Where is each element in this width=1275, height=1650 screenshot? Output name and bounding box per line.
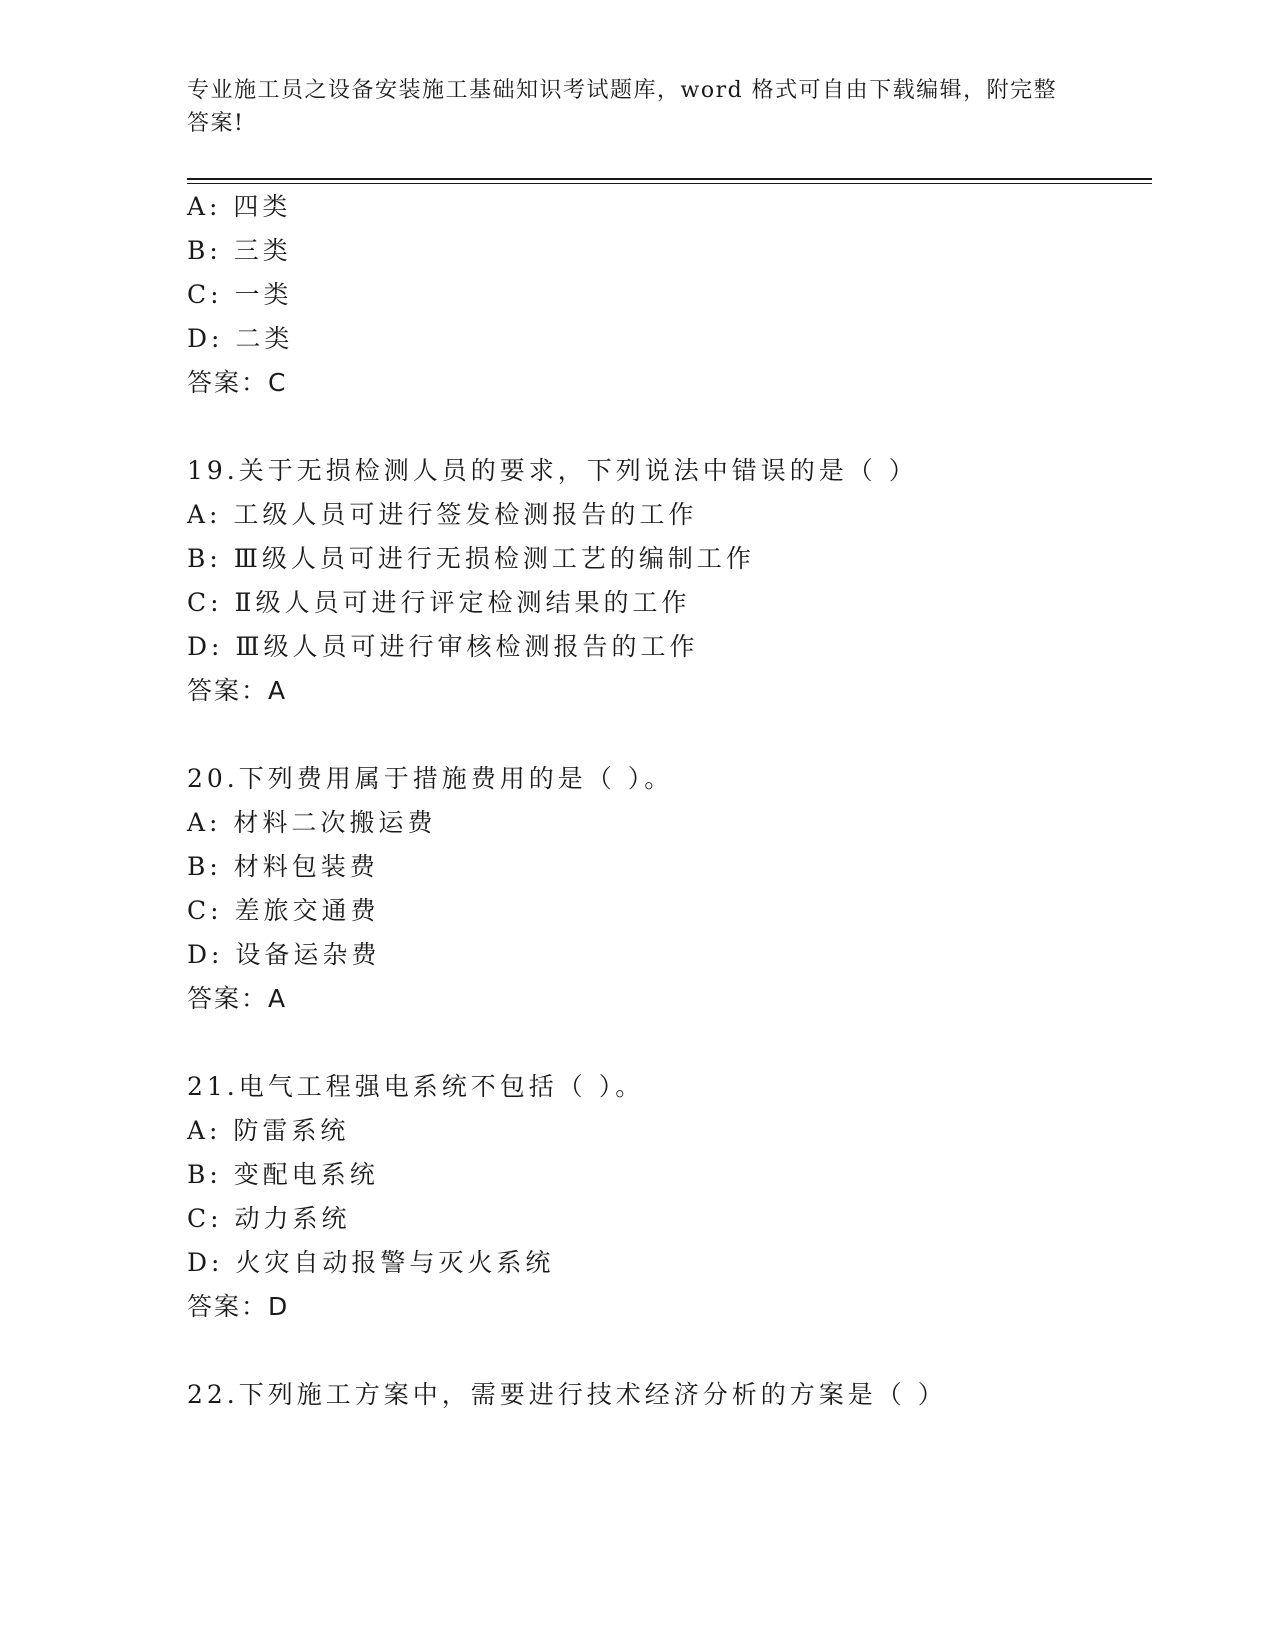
document-header: 专业施工员之设备安装施工基础知识考试题库，word 格式可自由下载编辑，附完整答案! (187, 78, 1058, 136)
q21-answer: 答案：D (187, 1292, 290, 1321)
q20-option-a: A: 材料二次搬运费 (187, 808, 437, 837)
answer: 答案：C (187, 368, 288, 397)
q20-option-b: B: 材料包装费 (187, 852, 379, 881)
question-19-stem: 19.关于无损检测人员的要求，下列说法中错误的是（ ） (187, 456, 918, 485)
q21-option-c: C: 动力系统 (187, 1204, 351, 1233)
option-b: B: 三类 (187, 236, 292, 265)
q21-option-d: D: 火灾自动报警与灭火系统 (187, 1248, 555, 1277)
question-22-stem: 22.下列施工方案中，需要进行技术经济分析的方案是（ ） (187, 1380, 947, 1409)
q19-option-c: C: Ⅱ级人员可进行评定检测结果的工作 (187, 588, 691, 617)
q20-option-c: C: 差旅交通费 (187, 896, 380, 925)
option-d: D: 二类 (187, 324, 294, 353)
question-20-stem: 20.下列费用属于措施费用的是（ ）。 (187, 764, 674, 793)
q19-option-b: B: Ⅲ级人员可进行无损检测工艺的编制工作 (187, 544, 755, 573)
option-c: C: 一类 (187, 280, 293, 309)
question-21-stem: 21.电气工程强电系统不包括（ ）。 (187, 1072, 645, 1101)
q20-option-d: D: 设备运杂费 (187, 940, 381, 969)
q21-option-a: A: 防雷系统 (187, 1116, 350, 1145)
header-rule-thin (187, 183, 1152, 184)
q20-answer: 答案：A (187, 984, 288, 1013)
q19-answer: 答案：A (187, 676, 288, 705)
q19-option-a: A: 工级人员可进行签发检测报告的工作 (187, 500, 698, 529)
option-a: A: 四类 (187, 192, 292, 221)
q21-option-b: B: 变配电系统 (187, 1160, 379, 1189)
q19-option-d: D: Ⅲ级人员可进行审核检测报告的工作 (187, 632, 699, 661)
header-rule-thick (187, 178, 1152, 180)
